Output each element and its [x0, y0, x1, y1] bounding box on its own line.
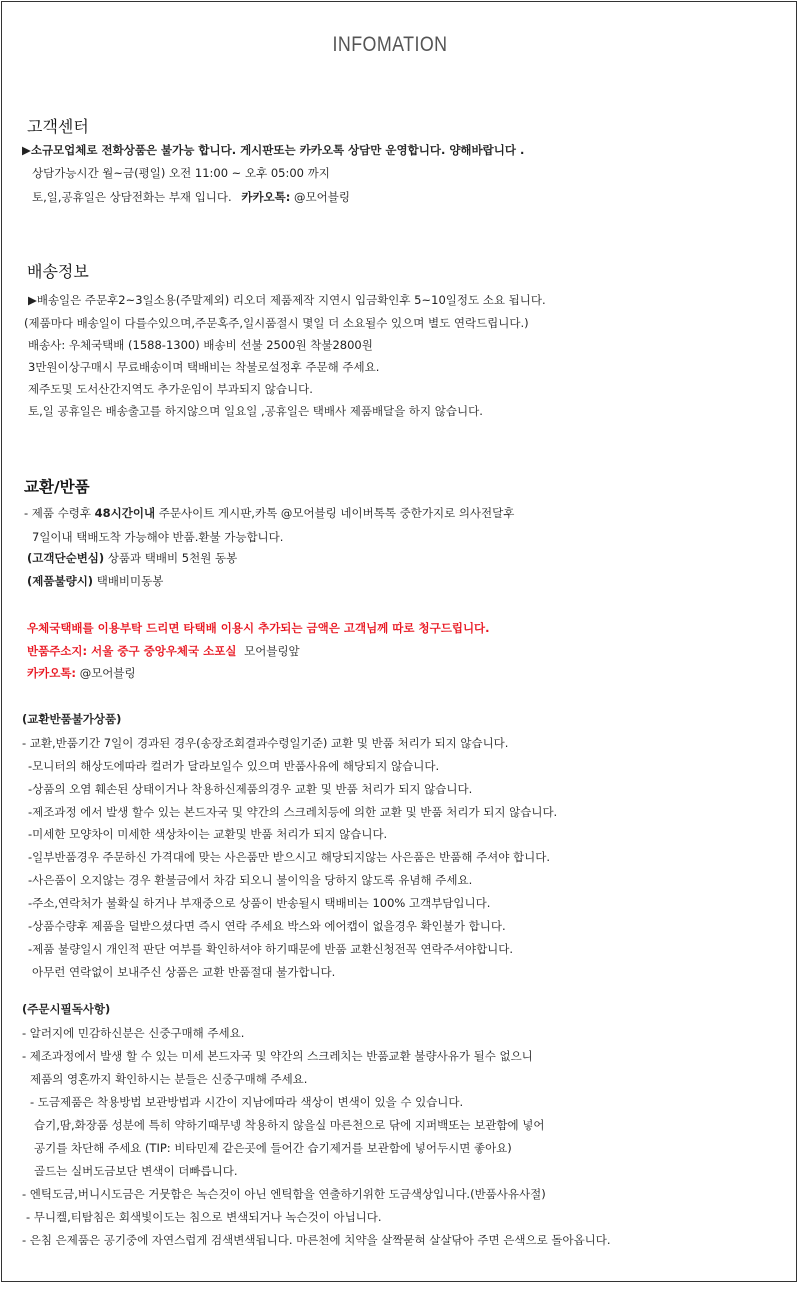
- weekend-text: 토,일,공휴일은 상담전화는 부재 입니다.: [32, 190, 232, 204]
- exchange-line-1-post: 주문사이트 게시판,카톡 @모어블링 네이버톡톡 중한가지로 의사전달후: [158, 506, 515, 520]
- return-address-label: 반품주소지: 서울 중구 중앙우체국 소포실: [27, 644, 237, 658]
- non-returnable-line: -제품 불량일시 개인적 판단 여부를 확인하셔야 하기때문에 반품 교환신청전꼭 연락주셔야합니다.: [28, 942, 514, 956]
- shipping-heading: 배송정보: [27, 262, 89, 281]
- exchange-simple: [27, 551, 237, 565]
- customer-center-heading: 고객센터: [27, 117, 89, 136]
- order-note-line: - 제조과정에서 발생 할 수 있는 미세 본드자국 및 약간의 스크레치는 반품교환 불량사유가 될수 없으니: [22, 1049, 533, 1063]
- non-returnable-line: -일부반품경우 주문하신 가격대에 맞는 사은품만 받으시고 해당되지않는 사은품은 반품해 주셔야 합니다.: [28, 850, 551, 864]
- simple-change-text: 상품과 택배비 5천원 동봉: [107, 551, 238, 565]
- shipping-line: 3만원이상구매시 무료배송이며 택배비는 착불로설정후 주문해 주세요.: [28, 360, 380, 374]
- non-returnable-heading: (교환반품불가상품): [22, 712, 122, 726]
- non-returnable-line: -사은품이 오지않는 경우 환불금에서 차감 되오니 불이익을 당하지 않도록 유념해 주세요.: [28, 873, 473, 887]
- exchange-kakao: [27, 666, 136, 680]
- non-returnable-line: -상품수량후 제품을 덜받으셨다면 즉시 연락 주세요 박스와 에어캡이 없을경우 확인불가 합니다.: [28, 919, 506, 933]
- non-returnable-line: -모니터의 해상도에따라 컬러가 달라보일수 있으며 반품사유에 해당되지 않습니다.: [28, 759, 440, 773]
- non-returnable-line: -제조과정 에서 발생 할수 있는 본드자국 및 약간의 스크레치등에 의한 교환 및 반품 처리가 되지 않습니다.: [28, 805, 558, 819]
- order-note-line: - 알러지에 민감하신분은 신중구매해 주세요.: [22, 1026, 245, 1040]
- order-note-line: 골드는 실버도금보단 변색이 더빠릅니다.: [34, 1164, 238, 1178]
- defect-text: 택배비미동봉: [96, 574, 164, 588]
- order-note-line: - 은침 은제품은 공기중에 자연스럽게 검색변색됩니다. 마른천에 치약을 살짝묻혀 살살닦아 주면 은색으로 돌아옵니다.: [22, 1233, 611, 1247]
- exchange-kakao-label: 카카오톡:: [27, 666, 77, 680]
- order-note-line: - 무니켈,티탐침은 회색빛이도는 침으로 변색되거나 녹슨것이 아닙니다.: [26, 1210, 382, 1224]
- order-note-line: 습기,땀,화장품 성분에 특히 약하기때무넹 착용하지 않을실 마른천으로 닦에 지퍼백또는 보관함에 넣어: [34, 1118, 545, 1132]
- non-returnable-line: -미세한 모양차이 미세한 색상차이는 교환및 반품 처리가 되지 않습니다.: [28, 827, 388, 841]
- kakao-id: @모어블링: [294, 190, 350, 204]
- exchange-defect: [27, 574, 163, 588]
- kakao-label: 카카오톡:: [241, 190, 291, 204]
- exchange-heading: 교환/반품: [24, 478, 90, 496]
- exchange-line-1-pre: - 제품 수령후: [24, 506, 92, 520]
- non-returnable-line: - 교환,반품기간 7일이 경과된 경우(송장조회결과수령일기준) 교환 및 반품 처리가 되지 않습니다.: [22, 736, 509, 750]
- defect-label: (제품불량시): [27, 574, 94, 588]
- order-note-line: 제품의 영혼까지 확인하시는 분들은 신중구매해 주세요.: [30, 1072, 308, 1086]
- order-notes-heading: (주문시필독사항): [22, 1002, 111, 1016]
- shipping-line: 제주도및 도서산간지역도 추가운임이 부과되지 않습니다.: [28, 382, 313, 396]
- customer-center-hours: 상담가능시간 월~금(평일) 오전 11:00 ~ 오후 05:00 까지: [32, 166, 330, 180]
- customer-center-notice: ▶소규모업체로 전화상품은 불가능 합니다. 게시판또는 카카오톡 상담만 운영합니다. 양해바랍니다 .: [22, 143, 525, 157]
- non-returnable-line: -상품의 오염 훼손된 상태이거나 착용하신제품의경우 교환 및 반품 처리가 되지 않습니다.: [28, 782, 473, 796]
- order-note-line: 공기를 차단해 주세요 (TIP: 비타민제 같은곳에 들어간 습기제거를 보관함에 넣어두시면 좋아요): [34, 1141, 512, 1155]
- customer-center-weekend: [32, 190, 350, 204]
- non-returnable-line: 아무런 연락없이 보내주신 상품은 교환 반품절대 불가합니다.: [32, 965, 336, 979]
- red-notice: 우체국택배를 이용부탁 드리면 타택배 이용시 추가되는 금액은 고객님께 따로 청구드립니다.: [27, 621, 490, 635]
- shipping-line: (제품마다 배송일이 다를수있으며,주문혹주,일시품절시 몇일 더 소요될수 있으며 별도 연락드립니다.): [24, 316, 529, 330]
- shipping-line: ▶배송일은 주문후2~3일소용(주말제외) 리오더 제품제작 지연시 입금확인후 5~10일정도 소요 됩니다.: [28, 293, 546, 307]
- non-returnable-line: -주소,연락처가 불확실 하거나 부재중으로 상품이 반송될시 택배비는 100% 고객부담입니다.: [28, 896, 491, 910]
- exchange-kakao-id: @모어블링: [79, 666, 136, 680]
- exchange-48h: 48시간이내: [94, 506, 156, 520]
- exchange-line-1: [24, 506, 514, 520]
- simple-change-label: (고객단순변심): [27, 551, 105, 565]
- order-note-line: - 도금제품은 착용방법 보관방법과 시간이 지남에따라 색상이 변색이 있을 수 있습니다.: [30, 1095, 464, 1109]
- shipping-line: 배송사: 우체국택배 (1588-1300) 배송비 선불 2500원 착불2800원: [28, 338, 373, 352]
- page-title: INFOMATION: [332, 33, 448, 56]
- return-address-suffix: 모어블링앞: [244, 644, 300, 658]
- shipping-line: 토,일 공휴일은 배송출고를 하지않으며 일요일 ,공휴일은 택배사 제품배달을 하지 않습니다.: [28, 404, 483, 418]
- order-note-line: - 엔틱도금,버니시도금은 거뭇함은 녹슨것이 아닌 엔틱함을 연출하기위한 도금색상입니다.(반품사유사절): [22, 1187, 546, 1201]
- return-address: [27, 644, 300, 658]
- exchange-line-2: 7일이내 택배도착 가능해야 반품.환불 가능합니다.: [32, 530, 284, 544]
